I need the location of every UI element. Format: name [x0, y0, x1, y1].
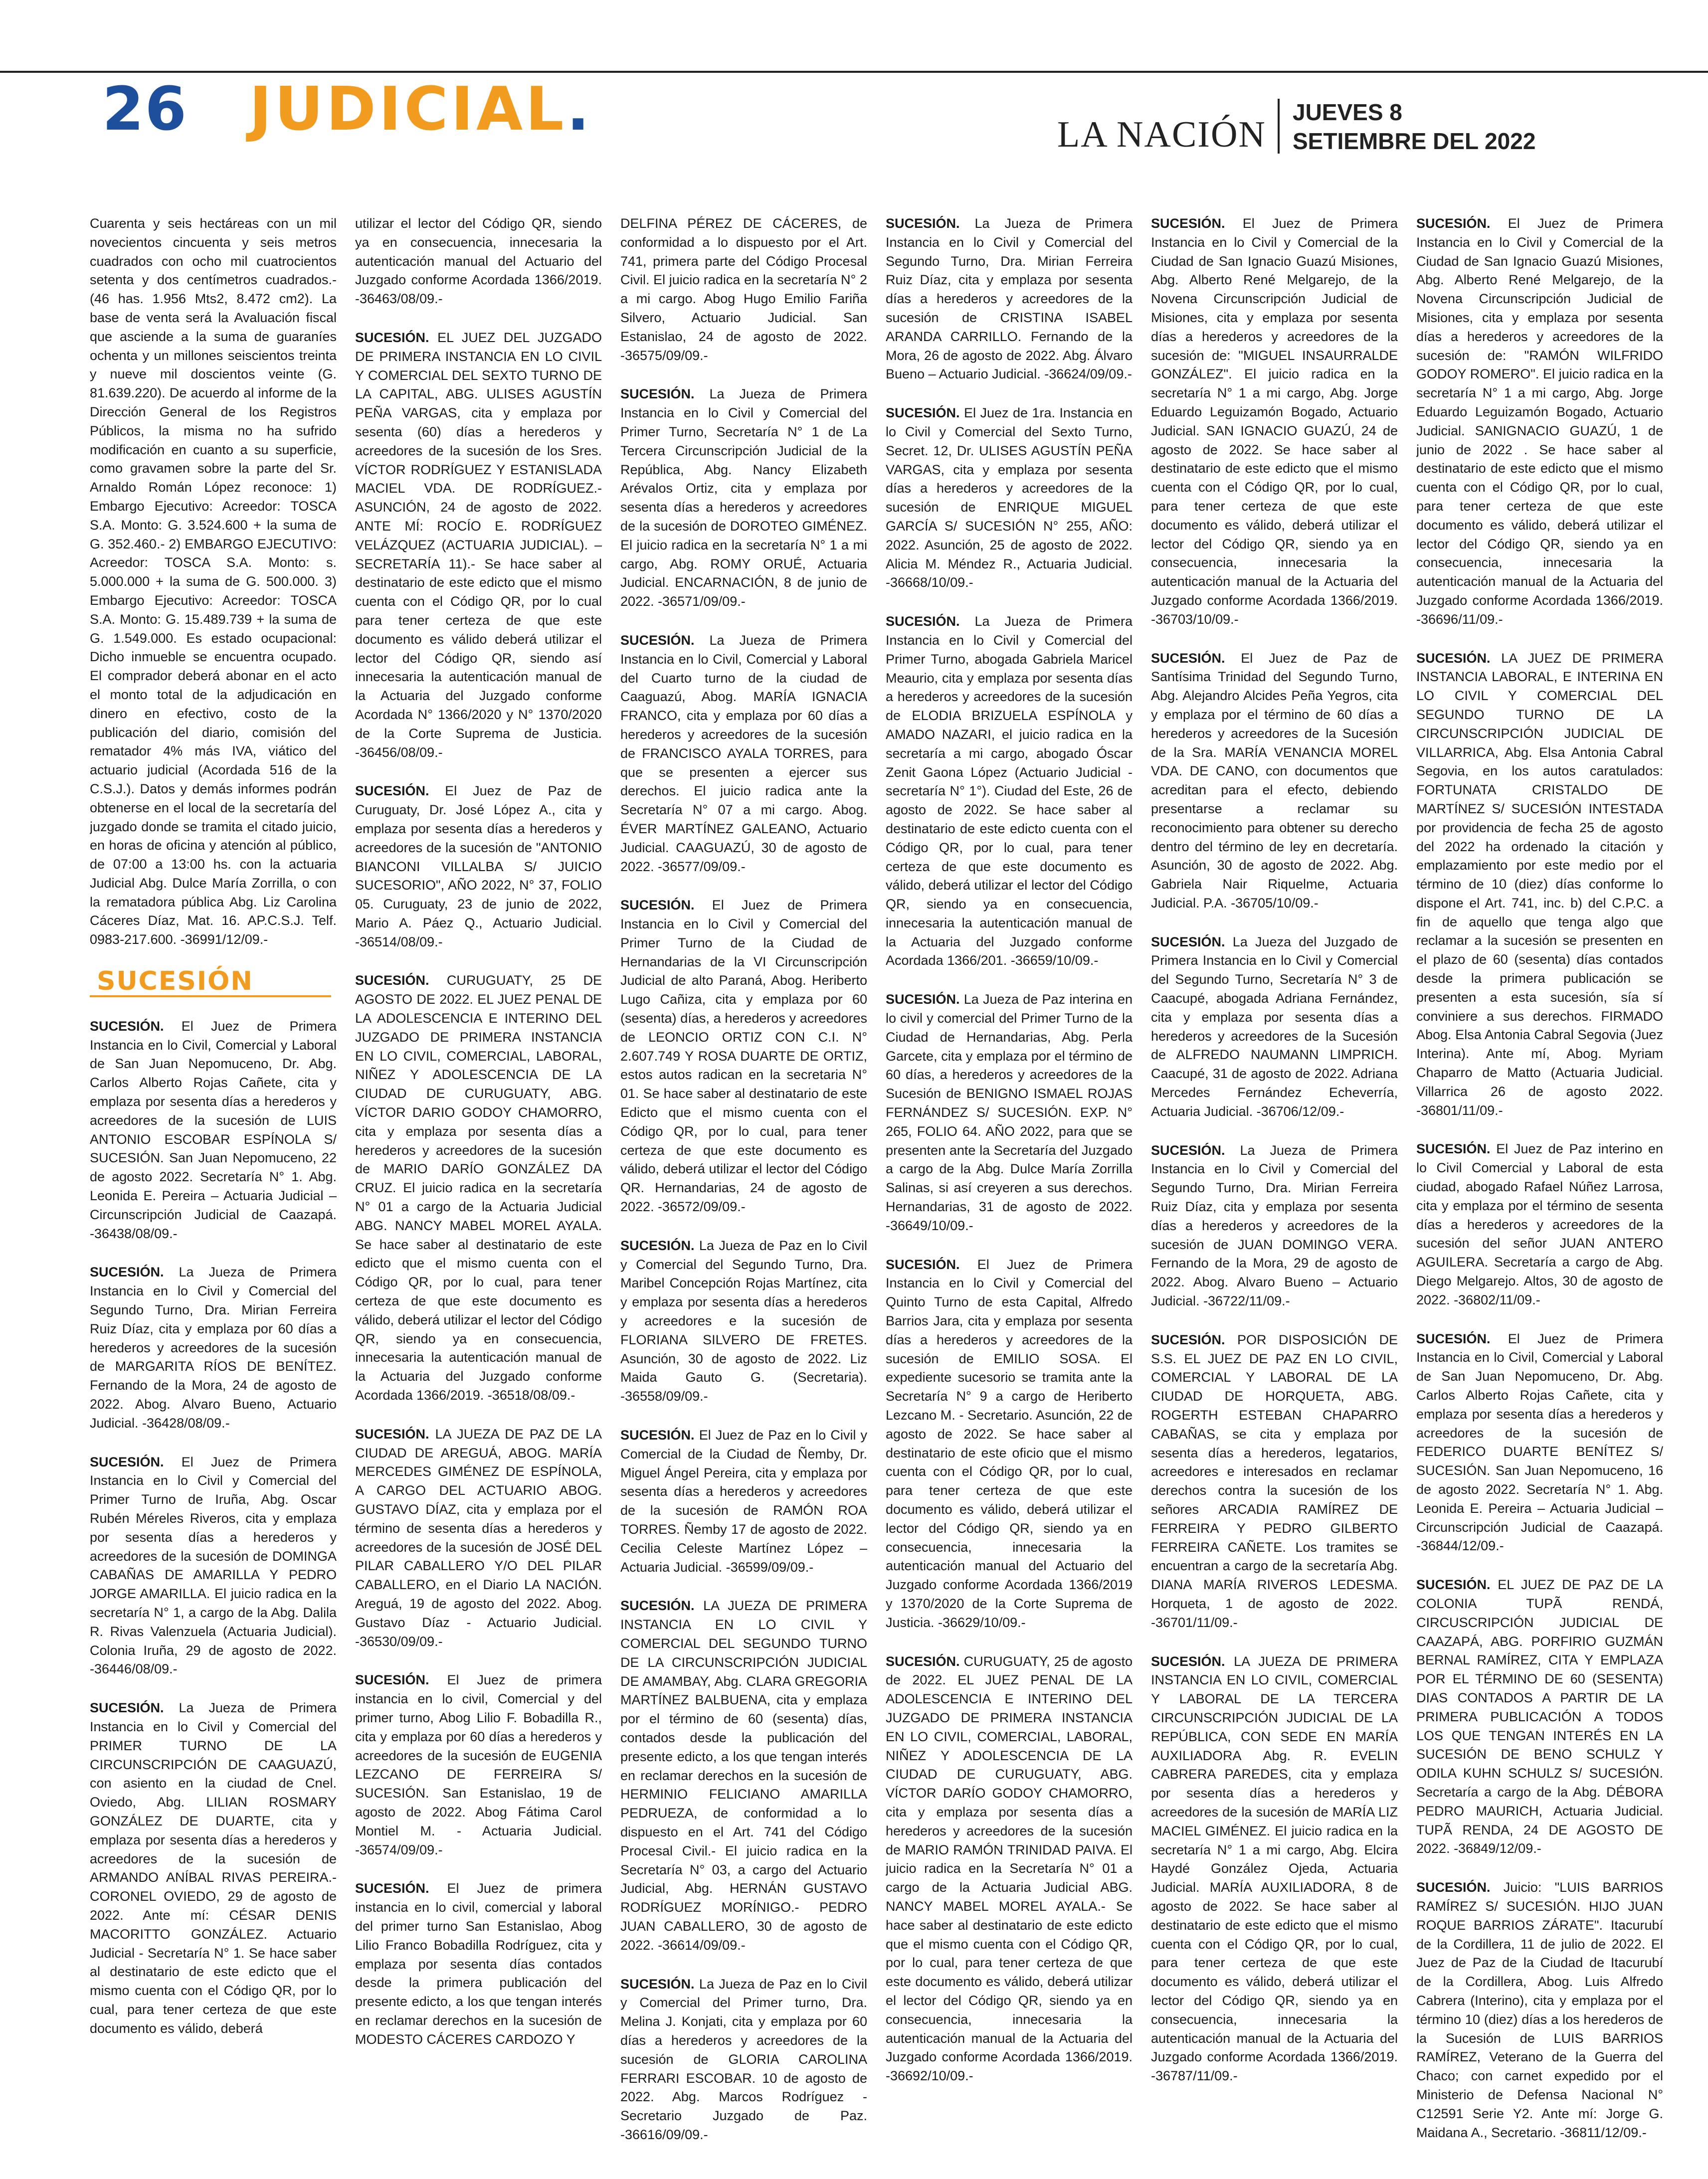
notice: SUCESIÓN. La Jueza de Paz en lo Civil y Comercial del Primer turno, Dra. Melina J. Konjati, cita y emplaza por 60 días a herederos y acreedores de la sucesión de GLORIA CAROLINA FERRARI ESCOBAR. 10 de agosto de 2022. Abg. Marcos Rodríguez - Secretario Juzgado de Paz. -36616/09/09.-	[620, 1976, 867, 2142]
notice: SUCESIÓN. El Juez de Paz interino en lo Civil Comercial y Laboral de esta ciudad, abogado Rafael Núñez Larrosa, cita y emplaza por el término de sesenta días a herederos y acreedores de la sucesión del señor JUAN ANTERO AGUILERA. Secretaría a cargo de Abg. Diego Melgarejo. Altos, 30 de agosto de 2022. -36802/11/09.-	[1416, 1141, 1663, 1307]
notice: SUCESIÓN. El Juez de Paz de Curuguaty, Dr. José López A., cita y emplaza por sesenta días a herederos y acreedores de la sucesión de "ANTONIO BIANCONI VILLALBA S/ JUICIO SUCESORIO", AÑO 2022, N° 37, FOLIO 05. Curuguaty, 23 de junio de 2022, Mario A. Páez Q., Actuario Judicial. -36514/08/09.-	[355, 783, 602, 949]
notice: utilizar el lector del Código QR, siendo ya en consecuencia, innecesaria la autenticación manual del Actuario del Juzgado conforme Acordada 1366/2019. -36463/08/09.-	[355, 216, 602, 307]
header-rule	[0, 71, 1708, 73]
notice-keyword: SUCESIÓN.	[620, 632, 695, 648]
notice: SUCESIÓN. La Jueza de Primera Instancia en lo Civil y Comercial del Segundo Turno, Dra. Mirian Ferreira Ruiz Díaz, cita y emplaza por sesenta días a herederos y acreedores de la sucesión de JUAN DOMINGO VERA. Fernando de la Mora, 29 de agosto de 2022. Abog. Alvaro Bueno – Actuario Judicial. -36722/11/09.-	[1151, 1142, 1398, 1309]
notice: SUCESIÓN. La Jueza del Juzgado de Primera Instancia en lo Civil y Comercial del Segundo Turno, Secretaría N° 3 de Caacupé, abogada Adriana Fernández, cita y emplaza por sesenta días a herederos y acreedores de la Sucesión de ALFREDO NAUMANN LIMPRICH. Caacupé, 31 de agosto de 2022. Adriana Mercedes Fernández Echeverría, Actuaria Judicial. -36706/12/09.-	[1151, 934, 1398, 1119]
notice: SUCESIÓN. CURUGUATY, 25 DE AGOSTO DE 2022. EL JUEZ PENAL DE LA ADOLESCENCIA E INTERINO DEL JUZGADO DE PRIMERA INSTANCIA EN LO CIVIL, COMERCIAL, LABORAL, NIÑEZ Y ADOLESCENCIA DE LA CIUDAD DE CURUGUATY, ABG. VÍCTOR DARIO GODOY CHAMORRO, cita y emplaza por sesenta días a herederos y acreedores de la sucesión de MARIO DARÍO GONZÁLEZ DA CRUZ. El juicio radica en la secretaría N° 01 a cargo de la Actuaria Judicial ABG. NANCY MABEL MOREL AYALA. Se hace saber al destinatario de este edicto que el mismo cuenta con el Código QR, por lo cual, para tener certeza de que este documento es válido, deberá utilizar el lector del Código QR, siendo ya en consecuencia, innecesaria la autenticación manual de la Actuaria del Juzgado conforme Acordada 1366/2019. -36518/08/09.-	[355, 973, 602, 1403]
notice: SUCESIÓN. La Jueza de Paz en lo Civil y Comercial del Segundo Turno, Dra. Maribel Concepción Rojas Martínez, cita y emplaza por sesenta días a herederos y acreedores e la sucesión de FLORIANA SILVERO DE FRETES. Asunción, 30 de agosto de 2022. Liz Maida Gauto G. (Secretaria). -36558/09/09.-	[620, 1238, 867, 1404]
notice: SUCESIÓN. LA JUEZ DE PRIMERA INSTANCIA LABORAL, E INTERINA EN LO CIVIL Y COMERCIAL DEL SEGUNDO TURNO DE LA CIRCUNSCRIPCIÓN JUDICIAL DE VILLARRICA, Abg. Elsa Antonia Cabral Segovia, en los autos caratulados: FORTUNATA CRISTALDO DE MARTÍNEZ S/ SUCESIÓN INTESTADA por providencia de fecha 25 de agosto del 2022 ha ordenado la citación y emplazamiento por este medio por el término de 10 (diez) días conforme lo dispone el Art. 741, inc. b) del C.P.C. a fin de aquello que tenga algo que reclamar a la sucesión se presenten en el plazo de 60 (sesenta) días contados desde la primera publicación se presenten a esta sucesión, sía sí conviniere a sus derechos. FIRMADO Abog. Elsa Antonia Cabral Segovia (Juez Interina). Ante mí, Abog. Myriam Chaparro de Matto (Actuaria Judicial. Villarrica 26 de agosto 2022. -36801/11/09.-	[1416, 650, 1663, 1118]
issue-date	[1293, 98, 1535, 156]
notice-keyword: SUCESIÓN.	[1416, 1331, 1491, 1346]
notice: SUCESIÓN. EL JUEZ DEL JUZGADO DE PRIMERA INSTANCIA EN LO CIVIL Y COMERCIAL DEL SEXTO TURNO DE LA CAPITAL, ABG. ULISES AGUSTÍN PEÑA VARGAS, cita y emplaza por sesenta (60) días a herederos y acreedores de la sucesión de los Sres. VÍCTOR RODRÍGUEZ Y ESTANISLADA MACIEL VDA. DE RODRÍGUEZ.- ASUNCIÓN, 24 de agosto de 2022. ANTE MÍ: ROCÍO E. RODRÍGUEZ VELÁZQUEZ (ACTUARIA JUDICIAL). –SECRETARÍA 11).- Se hace saber al destinatario de este edicto que el mismo cuenta con el Código QR, por lo cual para tener certeza de que este documento es válido deberá utilizar el lector del Código QR, siendo así innecesaria la autenticación manual de la Actuaria del Juzgado conforme Acordada N° 1366/2020 y N° 1370/2020 de la Corte Suprema de Justicia. -36456/08/09.-	[355, 330, 602, 760]
notice: SUCESIÓN. La Jueza de Primera Instancia en lo Civil y Comercial del PRIMER TURNO DE LA CIRCUNSCRIPCIÓN DE CAAGUAZÚ, con asiento en la ciudad de Cnel. Oviedo, Abg. LILIAN ROSMARY GONZÁLEZ DE DUARTE, cita y emplaza por sesenta días a herederos y acreedores de la sucesión de ARMANDO ANÍBAL RIVAS PEREIRA.- CORONEL OVIEDO, 29 de agosto de 2022. Ante mí: CÉSAR DENIS MACORITTO GONZÁLEZ. Actuario Judicial - Secretaría N° 1. Se hace saber al destinatario de este edicto que el mismo cuenta con el Código QR, por lo cual, para tener certeza de que este documento es válido, deberá	[90, 1700, 337, 2036]
notice-keyword: SUCESIÓN.	[1416, 650, 1491, 666]
notice: SUCESIÓN. La Jueza de Primera Instancia en lo Civil y Comercial del Segundo Turno, Dra. Mirian Ferreira Ruiz Díaz, cita y emplaza por sesenta días a herederos y acreedores de la sucesión de CRISTINA ISABEL ARANDA CARRILLO. Fernando de la Mora, 26 de agosto de 2022. Abg. Álvaro Bueno – Actuario Judicial. -36624/09/09.-	[886, 216, 1133, 382]
notice: SUCESIÓN. El Juez de Primera Instancia en lo Civil y Comercial del Primer Turno de la Ciudad de Hernandarias de la VI Circunscripción Judicial de alto Paraná, Abog. Heriberto Lugo Cañiza, cita y emplaza por 60 (sesenta) días, a herederos y acreedores de LEONCIO ORTIZ CON C.I. N° 2.607.749 Y ROSA DUARTE DE ORTIZ, estos autos radican en la secretaria N° 01. Se hace saber al destinatario de este Edicto que el mismo cuenta con el Código QR, por lo cual, para tener certeza de que este documento es válido, deberá utilizar el lector del Código QR. Hernandarias, 24 de agosto de 2022. -36572/09/09.-	[620, 898, 867, 1215]
notice-keyword: SUCESIÓN.	[886, 614, 960, 629]
notice: SUCESIÓN. La Jueza de Primera Instancia en lo Civil, Comercial y Laboral del Cuarto turno de la ciudad de Caaguazú, Abog. MARÍA IGNACIA FRANCO, cita y emplaza por 60 días a herederos y acreedores de la sucesión de FRANCISCO AYALA TORRES, para que se presenten a ejercer sus derechos. El juicio radica ante la Secretaría N° 07 a mi cargo. Abog. ÉVER MARTÍNEZ GALEANO, Actuario Judicial. CAAGUAZÚ, 30 de agosto de 2022. -36577/09/09.-	[620, 632, 867, 874]
notice-keyword: SUCESIÓN.	[620, 1238, 695, 1253]
notice: SUCESIÓN. El Juez de Primera Instancia en lo Civil y Comercial de la Ciudad de San Ignacio Guazú Misiones, Abg. Alberto René Melgarejo, de la Novena Circunscripción Judicial de Misiones, cita y emplaza por sesenta días a herederos y acreedores de la sucesión de: "RAMÓN WILFRIDO GODOY ROMERO". El juicio radica en la secretaría N° 1 a mi cargo, Abg. Jorge Eduardo Leguizamón Bogado, Actuario Judicial. SANIGNACIO GUAZÚ, 1 de junio de 2022 . Se hace saber al destinatario de este edicto que el mismo cuenta con el Código QR, por lo cual, para tener certeza de que este documento es válido, deberá utilizar el lector del Código QR, siendo ya en consecuencia, innecesaria la autenticación manual de la Actuaria del Juzgado conforme Acordada 1366/2019. -36696/11/09.-	[1416, 216, 1663, 627]
notice: DELFINA PÉREZ DE CÁCERES, de conformidad a lo dispuesto por el Art. 741, primera parte del Código Procesal Civil. El juicio radica en la secretaría N° 2 a mi cargo. Abog Hugo Emilio Fariña Silvero, Actuario Judicial. San Estanislao, 24 de agosto de 2022. -36575/09/09.-	[620, 216, 867, 363]
notice: SUCESIÓN. El Juez de primera instancia en lo civil, comercial y laboral del primer turno San Estanislao, Abog Lilio Franco Bobadilla Rodríguez, cita y emplaza por sesenta días contados desde la primera publicación del presente edicto, a los que tengan interés en reclamar derechos en la sucesión de MODESTO CÁCERES CARDOZO Y	[355, 1881, 602, 2047]
column-4	[886, 214, 1133, 2149]
notice-keyword: SUCESIÓN.	[90, 1018, 164, 1034]
notice-keyword: SUCESIÓN.	[886, 1653, 960, 1669]
notice-keyword: SUCESIÓN.	[1151, 934, 1225, 949]
column-2	[355, 214, 602, 2149]
column-5	[1151, 214, 1398, 2149]
notice-keyword: SUCESIÓN.	[886, 992, 960, 1007]
notice: SUCESIÓN. El Juez de 1ra. Instancia en lo Civil y Comercial del Sexto Turno, Secret. 12, Dr. ULISES AGUSTÍN PEÑA VARGAS, cita y emplaza por sesenta días a herederos y acreedores de la sucesión de ENRIQUE MIGUEL GARCÍA S/ SUCESIÓN N° 255, AÑO: 2022. Asunción, 25 de agosto de 2022. Alicia M. Méndez R., Actuaria Judicial. -36668/10/09.-	[886, 405, 1133, 590]
notice: SUCESIÓN. El Juez de Primera Instancia en lo Civil, Comercial y Laboral de San Juan Nepomuceno, Dr. Abg. Carlos Alberto Rojas Cañete, cita y emplaza por sesenta días a herederos y acreedores de la sucesión de LUIS ANTONIO ESCOBAR ESPÍNOLA S/ SUCESIÓN. San Juan Nepomuceno, 22 de agosto 2022. Secretaría N° 1. Abg. Leonida E. Pereira – Actuaria Judicial – Circunscripción Judicial de Caazapá. -36438/08/09.-	[90, 1018, 337, 1241]
notice: Cuarenta y seis hectáreas con un mil novecientos cincuenta y seis metros cuadrados con ocho mil cuatrocientos setenta y dos centímetros cuadrados.- (46 has. 1.956 Mts2, 8.472 cm2). La base de venta será la Avaluación fiscal que asciende a la suma de guaraníes ochenta y un millones seiscientos treinta y nueve mil doscientos veinte (G. 81.639.220). De acuerdo al informe de la Dirección General de los Registros Públicos, la misma no ha sufrido modificación en cuanto a su superficie, como gravamen sobre la parte del Sr. Arnaldo Román López reconoce: 1) Embargo Ejecutivo: Acreedor: TOSCA S.A. Monto: G. 3.524.600 + la suma de G. 352.460.- 2) EMBARGO EJECUTIVO: Acreedor: TOSCA S.A. Monto: s. 5.000.000 + la suma de G. 500.000. 3) Embargo Ejecutivo: Acreedor: TOSCA S.A. Monto: G. 15.489.739 + la suma de G. 1.549.000. Es estado ocupacional: Dicho inmueble se encuentra ocupado. El comprador deberá abonar en el acto el monto total de la adjudicación en dinero en efectivo, costo de la publicación del diario, comisión del rematador 4% más IVA, viático del actuario judicial (Acordada 516 de la C.S.J.). Datos y demás informes podrán obtenerse en el local de la secretaría del juzgado donde se tramita el citado juicio, en horas de oficina y atención al público, de 07:00 a 13:00 hs. con la actuaria Judicial Abg. Dulce María Zorrilla, o con la rematadora pública Abg. Liz Carolina Cáceres Díaz, Mat. 16. AP.C.S.J. Telf. 0983-217.600. -36991/12/09.-	[90, 216, 337, 947]
notice-keyword: SUCESIÓN.	[620, 1598, 695, 1614]
notice: SUCESIÓN. El Juez de Primera Instancia en lo Civil y Comercial de la Ciudad de San Ignacio Guazú Misiones, Abg. Alberto René Melgarejo, de la Novena Circunscripción Judicial de Misiones, cita y emplaza por sesenta días a herederos y acreedores de la sucesión de: "MIGUEL INSAURRALDE GONZÁLEZ". El juicio radica en la secretaría N° 1 a mi cargo, Abg. Jorge Eduardo Leguizamón Bogado, Actuario Judicial. SAN IGNACIO GUAZÚ, 24 de agosto de 2022. Se hace saber al destinatario de este edicto que el mismo cuenta con el Código QR, por lo cual, para tener certeza de que este documento es válido, deberá utilizar el lector del Código QR, siendo ya en consecuencia, innecesaria la autenticación manual de la Actuaria del Juzgado conforme Acordada 1366/2019. -36703/10/09.-	[1151, 216, 1398, 627]
notice-keyword: SUCESIÓN.	[90, 1265, 164, 1280]
notice-keyword: SUCESIÓN.	[1416, 1880, 1491, 1895]
notice-keyword: SUCESIÓN.	[1151, 1332, 1225, 1347]
notice-keyword: SUCESIÓN.	[620, 386, 695, 402]
notice: SUCESIÓN. El Juez de Primera Instancia en lo Civil y Comercial del Quinto Turno de esta Capital, Alfredo Barrios Jara, cita y emplaza por sesenta días a herederos y acreedores de la sucesión de EMILIO SOSA. El expediente sucesorio se tramita ante la Secretaría N° 9 a cargo de Heriberto Lezcano M. - Secretario. Asunción, 22 de agosto de 2022. Se hace saber al destinatario de este oficio que el mismo cuenta con el Código QR, por lo cual, para tener certeza de que este documento es válido, deberá utilizar el lector del Código QR, siendo ya en consecuencia, innecesaria la autenticación manual del Actuario del Juzgado conforme Acordada 1366/2019 y 1370/2020 de la Corte Suprema de Justicia. -36629/10/09.-	[886, 1257, 1133, 1630]
notice: SUCESIÓN. El Juez de primera instancia en lo civil, Comercial y del primer turno, Abog Lilio F. Bobadilla R., cita y emplaza por 60 días a herederos y acreedores de la sucesión de EUGENIA LEZCANO DE FERREIRA S/ SUCESIÓN. San Estanislao, 19 de agosto de 2022. Abog Fátima Carol Montiel M. - Actuaria Judicial. -36574/09/09.-	[355, 1672, 602, 1857]
notice-keyword: SUCESIÓN.	[886, 405, 960, 421]
notice-keyword: SUCESIÓN.	[1151, 650, 1225, 666]
notice: SUCESIÓN. La Jueza de Primera Instancia en lo Civil y Comercial del Segundo Turno, Dra. Mirian Ferreira Ruiz Díaz, cita y emplaza por 60 días a herederos y acreedores de la sucesión de MARGARITA RÍOS DE BENÍTEZ. Fernando de la Mora, 24 de agosto de 2022. Abog. Alvaro Bueno, Actuario Judicial. -36428/08/09.-	[90, 1265, 337, 1431]
notice: SUCESIÓN. LA JUEZA DE PRIMERA INSTANCIA EN LO CIVIL, COMERCIAL Y LABORAL DE LA TERCERA CIRCUNSCRIPCIÓN JUDICIAL DE LA REPÚBLICA, CON SEDE EN MARÍA AUXILIADORA Abg. R. EVELIN CABRERA PAREDES, cita y emplaza por sesenta días a herederos y acreedores de la sucesión de MARÍA LIZ MACIEL GIMÉNEZ. El juicio radica en la secretaría N° 1 a mi cargo, Abg. Elcira Haydé González Ojeda, Actuaria Judicial. MARÍA AUXILIADORA, 8 de agosto de 2022. Se hace saber al destinatario de este edicto que el mismo cuenta con el Código QR, por lo cual, para tener certeza de que este documento es válido, deberá utilizar el lector del Código QR, siendo ya en consecuencia, innecesaria la autenticación manual de la Actuaria del Juzgado conforme Acordada 1366/2019. -36787/11/09.-	[1151, 1653, 1398, 2084]
notice: SUCESIÓN. El Juez de Primera Instancia en lo Civil, Comercial y Laboral de San Juan Nepomuceno, Dr. Abg. Carlos Alberto Rojas Cañete, cita y emplaza por sesenta días a herederos y acreedores de la sucesión de FEDERICO DUARTE BENÍTEZ S/ SUCESIÓN. San Juan Nepomuceno, 16 de agosto 2022. Secretaría N° 1. Abg. Leonida E. Pereira – Actuaria Judicial – Circunscripción Judicial de Caazapá. -36844/12/09.-	[1416, 1331, 1663, 1554]
notice: SUCESIÓN. El Juez de Paz de Santísima Trinidad del Segundo Turno, Abg. Alejandro Alcides Peña Yegros, cita y emplaza por el término de 60 días a herederos y acreedores de la Sucesión de la Sra. MARÍA VENANCIA MOREL VDA. DE CANO, con documentos que acreditan para el efecto, debiendo presentarse a reclamar su reconocimiento para obtener su derecho dentro del término de ley en decretaría. Asunción, 30 de agosto de 2022. Abg. Gabriela Nair Riquelme, Actuaria Judicial. P.A. -36705/10/09.-	[1151, 650, 1398, 910]
notice: SUCESIÓN. El Juez de Paz en lo Civil y Comercial de la Ciudad de Ñemby, Dr. Miguel Ángel Pereira, cita y emplaza por sesenta días a herederos y acreedores de la sucesión de RAMÓN ROA TORRES. Ñemby 17 de agosto de 2022. Cecilia Celeste Martínez López – Actuaria Judicial. -36599/09/09.-	[620, 1428, 867, 1575]
issue-weekday: JUEVES 8	[1293, 99, 1402, 125]
notice: SUCESIÓN. Juicio: "LUIS BARRIOS RAMÍREZ S/ SUCESIÓN. HIJO JUAN ROQUE BARRIOS ZÁRATE". Itacurubí de la Cordillera, 11 de julio de 2022. El Juez de Paz de la Ciudad de Itacurubí de la Cordillera, Abog. Luis Alfredo Cabrera (Interino), cita y emplaza por el término 10 (diez) días a los herederos de la Sucesión de LUIS BARRIOS RAMÍREZ, Veterano de la Guerra del Chaco; con carnet expedido por el Ministerio de Defensa Nacional N° C12591 Serie Y2. Ante mí: Jorge G. Maidana A., Secretario. -36811/12/09.-	[1416, 1880, 1663, 2140]
notice: SUCESIÓN. POR DISPOSICIÓN DE S.S. EL JUEZ DE PAZ EN LO CIVIL, COMERCIAL Y LABORAL DE LA CIUDAD DE HORQUETA, ABG. ROGERTH ESTEBAN CHAPARRO CABAÑAS, se cita y emplaza por sesenta días a herederos, legatarios, acreedores e interesados en reclamar derechos contra la sucesión de los señores ARCADIA RAMÍREZ DE FERREIRA Y PEDRO GILBERTO FERREIRA CAÑETE. Los tramites se encuentran a cargo de la secretaría Abg. DIANA MARÍA RIVEROS LEDESMA. Horqueta, 1 de agosto de 2022. -36701/11/09.-	[1151, 1332, 1398, 1630]
notice: SUCESIÓN. CURUGUATY, 25 de agosto de 2022. EL JUEZ PENAL DE LA ADOLESCENCIA E INTERINO DEL JUZGADO DE PRIMERA INSTANCIA EN LO CIVIL, COMERCIAL, LABORAL, NIÑEZ Y ADOLESCENCIA DE LA CIUDAD DE CURUGUATY, ABG. VÍCTOR DARÍO GODOY CHAMORRO, cita y emplaza por sesenta días a herederos y acreedores de la sucesión de MARIO RAMÓN TRINIDAD PAIVA. El juicio radica en la Secretaría N° 01 a cargo de la Actuaria Judicial ABG. NANCY MABEL MOREL AYALA.- Se hace saber al destinatario de este edicto que el mismo cuenta con el Código QR, por lo cual, para tener certeza de que este documento es válido, deberá utilizar el lector del Código QR, siendo ya en consecuencia, innecesaria la autenticación manual de la Actuaria del Juzgado conforme Acordada 1366/2019. -36692/10/09.-	[886, 1653, 1133, 2084]
newspaper-logo: LA NACIÓN	[1057, 114, 1266, 155]
section-title	[249, 75, 592, 144]
notice-keyword: SUCESIÓN.	[1416, 1577, 1491, 1593]
header-divider	[1278, 99, 1280, 154]
notice-keyword: SUCESIÓN.	[90, 1700, 164, 1716]
notice-keyword: SUCESIÓN.	[355, 1881, 429, 1896]
notice-keyword: SUCESIÓN.	[1416, 1141, 1491, 1157]
column-1	[90, 214, 337, 2149]
section-heading-sucesion: SUCESIÓN	[90, 969, 331, 997]
notice-keyword: SUCESIÓN.	[620, 898, 695, 913]
section-dot: .	[567, 75, 592, 144]
notice: SUCESIÓN. El Juez de Primera Instancia en lo Civil y Comercial del Primer Turno de Iruña, Abg. Oscar Rubén Méreles Riveros, cita y emplaza por sesenta días a herederos y acreedores de la sucesión de DOMINGA CABAÑAS DE AMARILLA Y PEDRO JORGE AMARILLA. El juicio radica en la secretaría N° 1, a cargo de la Abg. Dalila R. Rivas Valenzuela (Actuaria Judicial). Colonia Iruña, 29 de agosto de 2022. -36446/08/09.-	[90, 1454, 337, 1677]
notice-keyword: SUCESIÓN.	[355, 330, 429, 345]
notice-keyword: SUCESIÓN.	[355, 1672, 429, 1688]
section-name: JUDICIAL	[249, 75, 567, 144]
issue-month-year: SETIEMBRE DEL 2022	[1293, 128, 1536, 154]
notice: SUCESIÓN. EL JUEZ DE PAZ DE LA COLONIA TUPÃ RENDÁ, CIRCUSCRIPCIÓN JUDICIAL DE CAAZAPÁ, ABG. PORFIRIO GUZMÁN BERNAL RAMÍREZ, CITA Y EMPLAZA POR EL TÉRMINO DE 60 (SESENTA) DIAS CONTADOS A PARTIR DE LA PRIMERA PUBLICACIÓN A TODOS LOS QUE TENGAN INTERÉS EN LA SUCESIÓN DE BENO SCHULZ Y ODILA KUHN SCHULZ S/ SUCESIÓN. Secretaría a cargo de la Abg. DÉBORA PEDRO MAURICH, Actuaria Judicial. TUPÃ RENDA, 24 DE AGOSTO DE 2022. -36849/12/09.-	[1416, 1577, 1663, 1856]
notice-keyword: SUCESIÓN.	[1151, 216, 1225, 231]
notice-keyword: SUCESIÓN.	[1151, 1142, 1225, 1158]
notice: SUCESIÓN. La Jueza de Paz interina en lo civil y comercial del Primer Turno de la Ciudad de Hernandarias, Abg. Perla Garcete, cita y emplaza por el término de 60 días, a herederos y acreedores de la Sucesión de BENIGNO ISMAEL ROJAS FERNÁNDEZ S/ SUCESIÓN. EXP. N° 265, FOLIO 64. AÑO 2022, para que se presenten ante la Secretaría del Juzgado a cargo de la Abg. Dulce María Zorrilla Salinas, si así creyeren a sus derechos. Hernandarias, 31 de agosto de 2022. -36649/10/09.-	[886, 992, 1133, 1233]
notice-keyword: SUCESIÓN.	[1416, 216, 1491, 231]
notice: SUCESIÓN. LA JUEZA DE PRIMERA INSTANCIA EN LO CIVIL Y COMERCIAL DEL SEGUNDO TURNO DE LA CIRCUNSCRIPCIÓN JUDICIAL DE AMAMBAY, Abg. CLARA GREGORIA MARTÍNEZ BALBUENA, cita y emplaza por el término de 60 (sesenta) días, contados desde la publicación del presente edicto, a los que tengan interés en reclamar derechos en la sucesión de HERMINIO FELICIANO AMARILLA PEDRUEZA, de conformidad a lo dispuesto en el Art. 741 del Código Procesal Civil.- El juicio radica en la Secretaría N° 03, a cargo del Actuario Judicial, Abg. HERNÁN GUSTAVO RODRÍGUEZ MORÍNIGO.- PEDRO JUAN CABALLERO, 30 de agosto de 2022. -36614/09/09.-	[620, 1598, 867, 1953]
notice-keyword: SUCESIÓN.	[1151, 1653, 1225, 1669]
notice-keyword: SUCESIÓN.	[355, 783, 429, 799]
column-6	[1416, 214, 1663, 2149]
notice-keyword: SUCESIÓN.	[620, 1976, 695, 1992]
notice-keyword: SUCESIÓN.	[90, 1454, 164, 1469]
notice-keyword: SUCESIÓN.	[355, 1426, 429, 1442]
notice-keyword: SUCESIÓN.	[620, 1428, 695, 1443]
page-number: 26	[102, 75, 188, 144]
notice-keyword: SUCESIÓN.	[886, 1257, 960, 1272]
notice: SUCESIÓN. LA JUEZA DE PAZ DE LA CIUDAD DE AREGUÁ, ABOG. MARÍA MERCEDES GIMÉNEZ DE ESPÍNOLA, A CARGO DEL ACTUARIO ABOG. GUSTAVO DÍAZ, cita y emplaza por el término de sesenta días a herederos y acreedores de la sucesión de JOSÉ DEL PILAR CABALLERO Y/O DEL PILAR CABALLERO, en el Diario LA NACIÓN. Areguá, 19 de agosto del 2022. Abog. Gustavo Díaz - Actuario Judicial. -36530/09/09.-	[355, 1426, 602, 1649]
notice: SUCESIÓN. La Jueza de Primera Instancia en lo Civil y Comercial del Primer Turno, Secretaría N° 1 de La Tercera Circunscripción Judicial de la República, Abg. Nancy Elizabeth Arévalos Ortiz, cita y emplaza por sesenta días a herederos y acreedores de la sucesión de DOROTEO GIMÉNEZ. El juicio radica en la secretaría N° 1 a mi cargo, Abg. ROMY ORUÉ, Actuaria Judicial. ENCARNACIÓN, 8 de junio de 2022. -36571/09/09.-	[620, 386, 867, 609]
notice: SUCESIÓN. La Jueza de Primera Instancia en lo Civil y Comercial del Primer Turno, abogada Gabriela Maricel Meaurio, cita y emplaza por sesenta días a herederos y acreedores de la sucesión de ELODIA BRIZUELA ESPÍNOLA y AMADO NAZARI, el juicio radica en la secretaría a mi cargo, abogado Óscar Zenit Gaona López (Actuario Judicial - secretaría N° 1°). Ciudad del Este, 26 de agosto de 2022. Se hace saber al destinatario de este edicto cuenta con el Código QR, por lo cual, para tener certeza de que este documento es válido, deberá utilizar el lector del Código QR, siendo ya en consecuencia, innecesaria la autenticación manual de la Actuaria del Juzgado conforme Acordada 1366/201. -36659/10/09.-	[886, 614, 1133, 968]
column-3	[620, 214, 867, 2149]
notice-keyword: SUCESIÓN.	[355, 973, 429, 988]
notice-keyword: SUCESIÓN.	[886, 216, 960, 231]
